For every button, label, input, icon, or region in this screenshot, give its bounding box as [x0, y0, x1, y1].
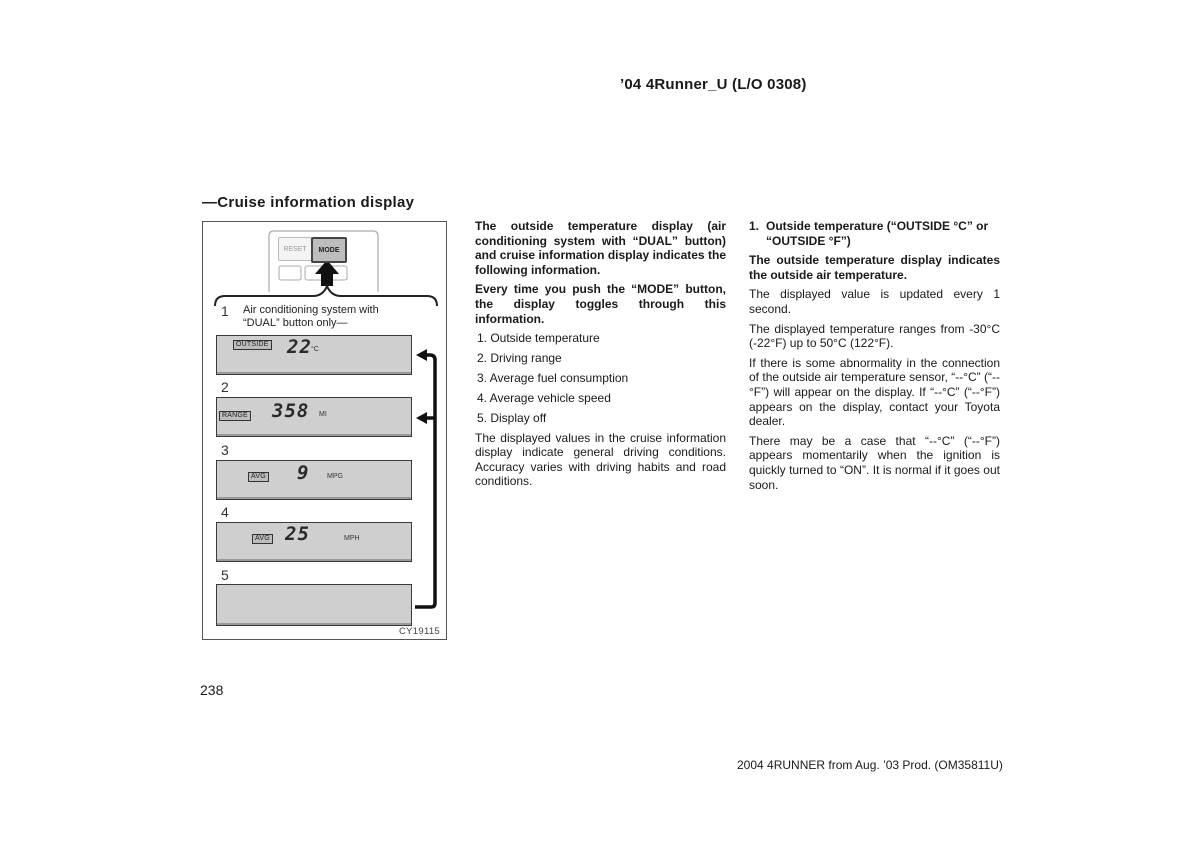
step-1-number: 1: [221, 303, 229, 319]
section-title: —Cruise information display: [202, 194, 415, 211]
outside-unit: °C: [311, 346, 319, 353]
col2-mode-note: Every time you push the “MODE” button, the display toggles through this information.: [475, 282, 726, 326]
list-item: 4. Average vehicle speed: [477, 390, 611, 405]
col3-heading-text: Outside temperature (“OUTSIDE °C” or “OUTSIDE °F”): [766, 219, 989, 248]
brace-line: [215, 286, 437, 306]
outside-value: 22: [287, 336, 312, 358]
col3-abnormality-note: If there is some abnormality in the connection of the outside air temperature sensor, “--°C” (“--°F”) will appear on the display. If “--°C” (“--°F”) appears on the display, contact your Toyota dealer.: [749, 355, 1000, 429]
display-modes-list: [475, 331, 726, 425]
col2-intro: The outside temperature display (air conditioning system with “DUAL” button) and cruise information display indicates the following information.: [475, 219, 726, 277]
col3-intro: The outside temperature display indicates the outside air temperature.: [749, 253, 1000, 282]
col3-ignition-note: There may be a case that “--°C” (“--°F”) appears momentarily when the ignition is quickly turned to “ON”. It is normal if it goes out soon.: [749, 433, 1000, 492]
display-range: [216, 397, 412, 437]
reset-button: RESET: [278, 237, 312, 261]
step-1-note: Air conditioning system with “DUAL” button only—: [243, 304, 379, 329]
panel-key-left: [279, 266, 301, 280]
cycle-arrow-icon-2: [416, 412, 427, 424]
col2-accuracy-note: The displayed values in the cruise information display indicate general driving conditions. Accuracy varies with driving habits and road conditions.: [475, 430, 726, 489]
step-5-number: 5: [221, 567, 229, 583]
range-unit: MI: [319, 411, 327, 418]
step-3-number: 3: [221, 442, 229, 458]
cruise-display-figure: [202, 221, 447, 640]
col3-range-note: The displayed temperature ranges from -30°C (-22°F) up to 50°C (122°F).: [749, 321, 1000, 351]
display-off: [216, 584, 412, 626]
avg-fuel-unit: MPG: [327, 473, 343, 480]
list-item: 5. Display off: [477, 410, 547, 425]
list-item: 3. Average fuel consumption: [477, 370, 629, 385]
col3-heading-number: 1.: [749, 219, 760, 233]
column-3: [749, 219, 1000, 497]
mode-button: MODE: [311, 237, 347, 263]
display-avg-speed: [216, 522, 412, 562]
page-number: 238: [200, 682, 224, 698]
cycle-arrow-icon-1: [416, 349, 427, 361]
document-header: ’04 4Runner_U (L/O 0308): [620, 76, 807, 93]
document-footer: 2004 4RUNNER from Aug. ’03 Prod. (OM35811U): [737, 758, 1003, 772]
col3-heading: [749, 219, 1000, 248]
outside-tag: OUTSIDE: [233, 340, 272, 350]
step-2-number: 2: [221, 379, 229, 395]
range-tag: RANGE: [219, 411, 251, 421]
list-item: 2. Driving range: [477, 351, 562, 366]
push-arrow-icon: [315, 260, 339, 286]
avg-speed-tag: AVG: [252, 534, 273, 544]
range-value: 358: [272, 400, 310, 422]
avg-fuel-tag: AVG: [248, 472, 269, 482]
display-outside-temp: [216, 335, 412, 375]
avg-speed-unit: MPH: [344, 535, 360, 542]
cycle-loop-line: [415, 355, 435, 607]
step-4-number: 4: [221, 504, 229, 520]
column-2: [475, 219, 726, 494]
display-avg-fuel: [216, 460, 412, 500]
col3-update-note: The displayed value is updated every 1 second.: [749, 287, 1000, 316]
avg-speed-value: 25: [285, 523, 310, 545]
avg-fuel-value: 9: [297, 462, 310, 484]
figure-code: CY19115: [398, 626, 440, 637]
list-item: 1. Outside temperature: [477, 331, 600, 346]
